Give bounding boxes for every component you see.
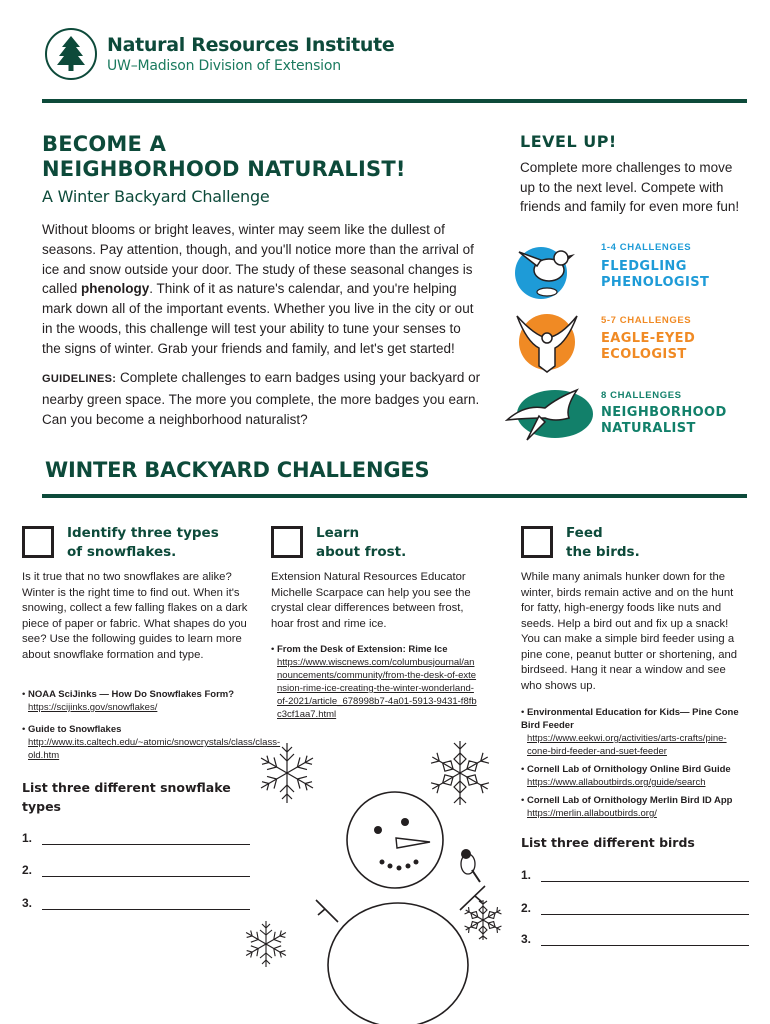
owl-icon bbox=[505, 378, 593, 448]
answer-number: 3. bbox=[22, 896, 33, 910]
answer-number: 1. bbox=[22, 831, 33, 845]
snowflakes-body: Is it true that no two snowflakes are alike? Winter is the right time to find out. When it's snowing, collect a few falling flakes on a dark piece of paper or fabric. What shapes do you see? Use the following guides to learn more about snowflake formation and type. bbox=[22, 571, 248, 661]
snowflake-icon bbox=[240, 918, 292, 970]
badge-neighborhood-naturalist bbox=[505, 378, 755, 448]
ref-title: From the Desk of Extension: Rime Ice bbox=[276, 644, 448, 655]
answer-line[interactable] bbox=[42, 865, 250, 877]
answer-number: 1. bbox=[521, 868, 532, 882]
badge-fledgling bbox=[505, 236, 755, 306]
frost-checkbox[interactable] bbox=[271, 526, 303, 558]
intro-text-2: . Think of it as nature's calendar, and you're helping mark down all of the important events. Whether you live in the city or out in the woods, this challenge will test your ability to tune your senses to the signs of winter. Grab your friends and family, and let's get started! bbox=[42, 281, 474, 356]
birds-heading-2: the birds. bbox=[566, 544, 640, 560]
badge-count-3: 8 CHALLENGES bbox=[601, 390, 682, 401]
fledgling-bird-icon bbox=[505, 236, 593, 306]
guidelines-label: GUIDELINES: bbox=[42, 373, 117, 385]
badge-name-3-line2: NATURALIST bbox=[601, 420, 696, 436]
ref-link[interactable]: https://www.eekwi.org/activities/arts-crafts/pine-cone-bird-feeder-and-suet-feeder bbox=[527, 733, 727, 757]
frost-heading-1: Learn bbox=[316, 525, 360, 541]
intro-paragraph bbox=[42, 220, 482, 359]
snowflakes-refs bbox=[22, 688, 281, 771]
header-divider bbox=[42, 99, 747, 103]
title-line-1: BECOME A bbox=[42, 132, 167, 156]
header bbox=[45, 24, 394, 84]
badge-name-2-line2: ECOLOGIST bbox=[601, 346, 687, 362]
badge-name-1-line2: PHENOLOGIST bbox=[601, 274, 710, 290]
ref-title: Guide to Snowflakes bbox=[27, 724, 122, 735]
birds-heading bbox=[566, 524, 640, 562]
title-line-2: NEIGHBORHOOD NATURALIST! bbox=[42, 157, 406, 181]
snowflake-answer-2[interactable] bbox=[22, 863, 250, 877]
badge-count-1: 1-4 CHALLENGES bbox=[601, 242, 692, 253]
level-up-title: LEVEL UP! bbox=[520, 132, 617, 151]
snowflakes-heading bbox=[67, 524, 219, 562]
org-name: Natural Resources Institute bbox=[107, 34, 395, 56]
answer-number: 3. bbox=[521, 932, 532, 946]
frost-heading bbox=[316, 524, 406, 562]
org-subtitle: UW–Madison Division of Extension bbox=[107, 58, 341, 74]
ref-title: Cornell Lab of Ornithology Merlin Bird ID App bbox=[526, 795, 733, 806]
birds-list-title: List three different birds bbox=[521, 835, 695, 850]
answer-line[interactable] bbox=[541, 903, 749, 915]
snowflake-answer-1[interactable] bbox=[22, 831, 250, 845]
snowman-illustration bbox=[310, 790, 490, 1024]
ref-link[interactable]: http://www.its.caltech.edu/~atomic/snowcrystals/class/class-old.htm bbox=[28, 737, 281, 761]
page-title bbox=[42, 132, 406, 182]
badge-name-3 bbox=[601, 405, 727, 436]
snowflakes-list-title-2: types bbox=[22, 799, 61, 814]
ref-item: • NOAA SciJinks — How Do Snowflakes Form? https://scijinks.gov/snowflakes/ bbox=[22, 688, 252, 714]
ref-link[interactable]: https://www.allaboutbirds.org/guide/search bbox=[527, 777, 706, 788]
section-title: WINTER BACKYARD CHALLENGES bbox=[45, 458, 430, 482]
ref-link[interactable]: https://www.wiscnews.com/columbusjournal/announcements/community/from-the-desk-of-extension-rime-ice-creating-the-winter-wonderland-of-2021/article_678998b7-4a01-5913-9431-f8fbc3cf1aa7.html bbox=[277, 657, 477, 720]
badge-name-2-line1: EAGLE-EYED bbox=[601, 331, 696, 346]
birds-checkbox[interactable] bbox=[521, 526, 553, 558]
ref-title: Environmental Education for Kids— Pine Cone Bird Feeder bbox=[521, 707, 739, 731]
ref-link[interactable]: https://scijinks.gov/snowflakes/ bbox=[28, 702, 158, 713]
ref-item: • Guide to Snowflakes http://www.its.caltech.edu/~atomic/snowcrystals/class/class-old.htm bbox=[22, 724, 281, 761]
snowflakes-checkbox[interactable] bbox=[22, 526, 54, 558]
answer-line[interactable] bbox=[541, 934, 749, 946]
birds-refs bbox=[521, 706, 746, 829]
pine-tree-logo-icon bbox=[45, 28, 97, 80]
ref-link[interactable]: https://merlin.allaboutbirds.org/ bbox=[527, 808, 657, 819]
ref-item: • Environmental Education for Kids— Pine Cone Bird Feeder https://www.eekwi.org/activities/arts-crafts/pine-cone-bird-feeder-and-suet-feeder bbox=[521, 706, 746, 758]
bird-answer-2[interactable] bbox=[521, 901, 749, 915]
badge-count-2: 5-7 CHALLENGES bbox=[601, 315, 692, 326]
answer-line[interactable] bbox=[541, 870, 749, 882]
badge-name-2 bbox=[601, 331, 695, 362]
snowflakes-list-title bbox=[22, 778, 231, 816]
snowflakes-heading-1: Identify three types bbox=[67, 525, 219, 541]
answer-number: 2. bbox=[521, 901, 532, 915]
intro-bold-term: phenology bbox=[81, 281, 150, 297]
badge-name-3-line1: NEIGHBORHOOD bbox=[601, 405, 727, 420]
snowflakes-heading-2: of snowflakes. bbox=[67, 544, 177, 560]
badge-eagle-eyed bbox=[505, 308, 755, 378]
section-divider bbox=[42, 494, 747, 498]
frost-heading-2: about frost. bbox=[316, 544, 407, 560]
ref-item: • From the Desk of Extension: Rime Ice https://www.wiscnews.com/columbusjournal/announcements/community/from-the-desk-of-extension-rime-ice-creating-the-winter-wonderland-of-2021/article_678998b7-4a01-5913-9431-f8fbc3cf1aa7.html bbox=[271, 643, 483, 721]
ref-title: Cornell Lab of Ornithology Online Bird Guide bbox=[526, 764, 731, 775]
bird-answer-3[interactable] bbox=[521, 932, 749, 946]
ref-item: • Cornell Lab of Ornithology Online Bird Guide https://www.allaboutbirds.org/guide/search bbox=[521, 763, 746, 789]
birds-heading-1: Feed bbox=[566, 525, 603, 541]
answer-line[interactable] bbox=[42, 898, 250, 910]
badge-name-1-line1: FLEDGLING bbox=[601, 259, 687, 274]
guidelines bbox=[42, 368, 482, 429]
badge-name-1 bbox=[601, 259, 709, 290]
frost-body: Extension Natural Resources Educator Michelle Scarpace can help you see the crystal clear differences between frost, hoar frost and rime ice. bbox=[271, 571, 471, 630]
answer-line[interactable] bbox=[42, 833, 250, 845]
guidelines-text: Complete challenges to earn badges using your backyard or nearby green space. The more you complete, the more badges you earn. Can you become a neighborhood naturalist? bbox=[42, 370, 481, 427]
intro-text-1: Without blooms or bright leaves, winter may seem like the dullest of seasons. Pay attention, though, and you'll notice more than the arrival of ice and snow outside your door. The study of these seasonal changes is called bbox=[42, 222, 474, 297]
ref-title: NOAA SciJinks — How Do Snowflakes Form? bbox=[27, 689, 235, 700]
answer-number: 2. bbox=[22, 863, 33, 877]
bird-answer-1[interactable] bbox=[521, 868, 749, 882]
page-subtitle: A Winter Backyard Challenge bbox=[42, 187, 270, 206]
birds-body: While many animals hunker down for the winter, birds remain active and on the hunt for fatty, high-energy foods like nuts and seeds. Help a bird out and fix up a snack! You can make a simple bird feeder using a pine cone, peanut butter or shortening, and birdseed. Hang it near a window and see who shows up. bbox=[521, 571, 738, 692]
snowflakes-list-title-1: List three different snowflake bbox=[22, 780, 231, 795]
snowflake-answer-3[interactable] bbox=[22, 896, 250, 910]
frost-refs bbox=[271, 643, 483, 730]
ref-item: • Cornell Lab of Ornithology Merlin Bird ID App https://merlin.allaboutbirds.org/ bbox=[521, 794, 746, 820]
eagle-icon bbox=[505, 308, 593, 378]
level-up-text: Complete more challenges to move up to the next level. Compete with friends and family for even more fun! bbox=[520, 160, 740, 214]
